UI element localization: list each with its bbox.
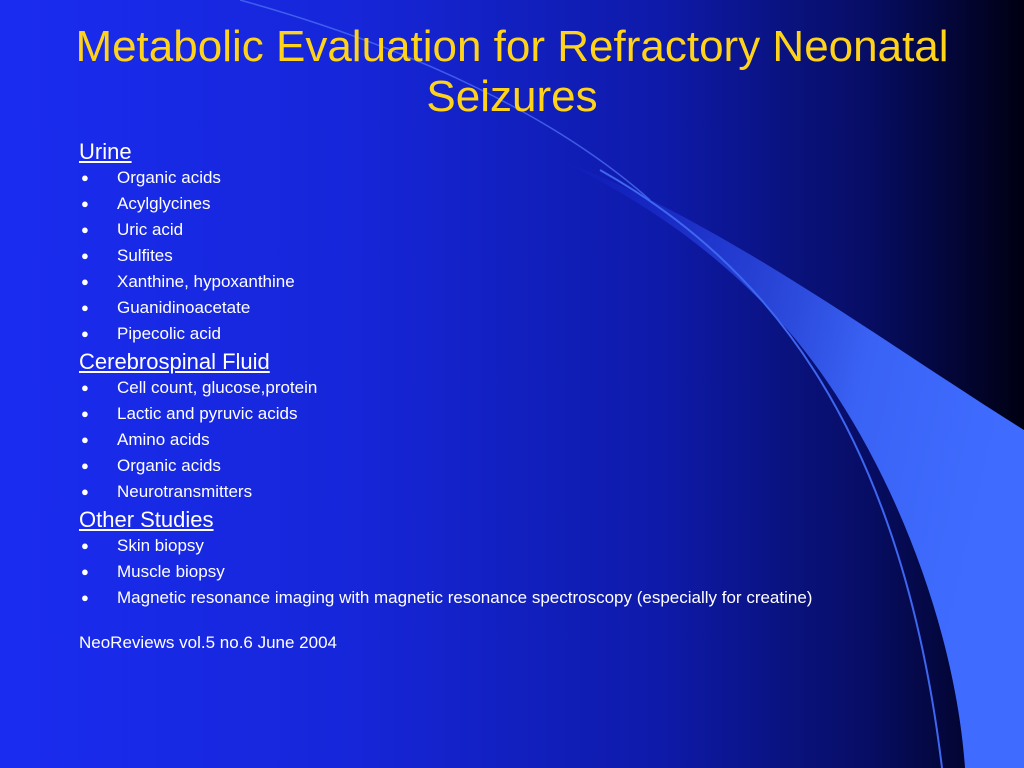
bullet-icon: ● (81, 564, 89, 579)
list-item-text: Lactic and pyruvic acids (117, 404, 298, 423)
list-item (79, 377, 879, 398)
list-item-text: Xanthine, hypoxanthine (117, 272, 295, 291)
list-item-text: Guanidinoacetate (117, 298, 251, 317)
bullet-icon: ● (81, 590, 89, 605)
list-item (79, 481, 879, 502)
bullet-icon: ● (81, 406, 89, 421)
bullet-icon: ● (81, 170, 89, 185)
list-item-text: Uric acid (117, 220, 184, 239)
list-item-text: Cell count, glucose,protein (117, 378, 318, 397)
section-cerebrospinal-fluid (79, 349, 879, 502)
bullet-icon: ● (81, 326, 89, 341)
list-item-text: Muscle biopsy (117, 562, 225, 581)
section-heading: Other Studies (79, 507, 214, 532)
list-item (79, 587, 879, 608)
item-list (79, 377, 879, 502)
list-item-text: Organic acids (117, 456, 221, 475)
list-item (79, 297, 879, 318)
list-item (79, 193, 879, 214)
list-item-text: Pipecolic acid (117, 324, 221, 343)
list-item-text: Skin biopsy (117, 536, 204, 555)
list-item-text: Sulfites (117, 246, 173, 265)
list-item-text: Neurotransmitters (117, 482, 253, 501)
bullet-icon: ● (81, 274, 89, 289)
list-item (79, 403, 879, 424)
section-heading: Urine (79, 139, 132, 164)
list-item (79, 429, 879, 450)
bullet-icon: ● (81, 300, 89, 315)
list-item (79, 271, 879, 292)
bullet-icon: ● (81, 538, 89, 553)
list-item (79, 245, 879, 266)
list-item (79, 561, 879, 582)
list-item (79, 535, 879, 556)
slide-content (79, 139, 879, 653)
bullet-icon: ● (81, 196, 89, 211)
list-item-text: Magnetic resonance imaging with magnetic resonance spectroscopy (especially for creatine) (117, 588, 813, 607)
section-other-studies (79, 507, 879, 608)
bullet-icon: ● (81, 248, 89, 263)
bullet-icon: ● (81, 432, 89, 447)
bullet-icon: ● (81, 458, 89, 473)
item-list (79, 167, 879, 344)
bullet-icon: ● (81, 484, 89, 499)
list-item (79, 455, 879, 476)
list-item-text: Amino acids (117, 430, 210, 449)
list-item-text: Organic acids (117, 168, 221, 187)
item-list (79, 535, 879, 608)
list-item (79, 167, 879, 188)
section-urine (79, 139, 879, 344)
bullet-icon: ● (81, 380, 89, 395)
list-item (79, 323, 879, 344)
list-item-text: Acylglycines (117, 194, 211, 213)
list-item (79, 219, 879, 240)
citation: NeoReviews vol.5 no.6 June 2004 (79, 633, 337, 652)
slide-title: Metabolic Evaluation for Refractory Neonatal Seizures (75, 22, 949, 121)
bullet-icon: ● (81, 222, 89, 237)
section-heading: Cerebrospinal Fluid (79, 349, 270, 374)
